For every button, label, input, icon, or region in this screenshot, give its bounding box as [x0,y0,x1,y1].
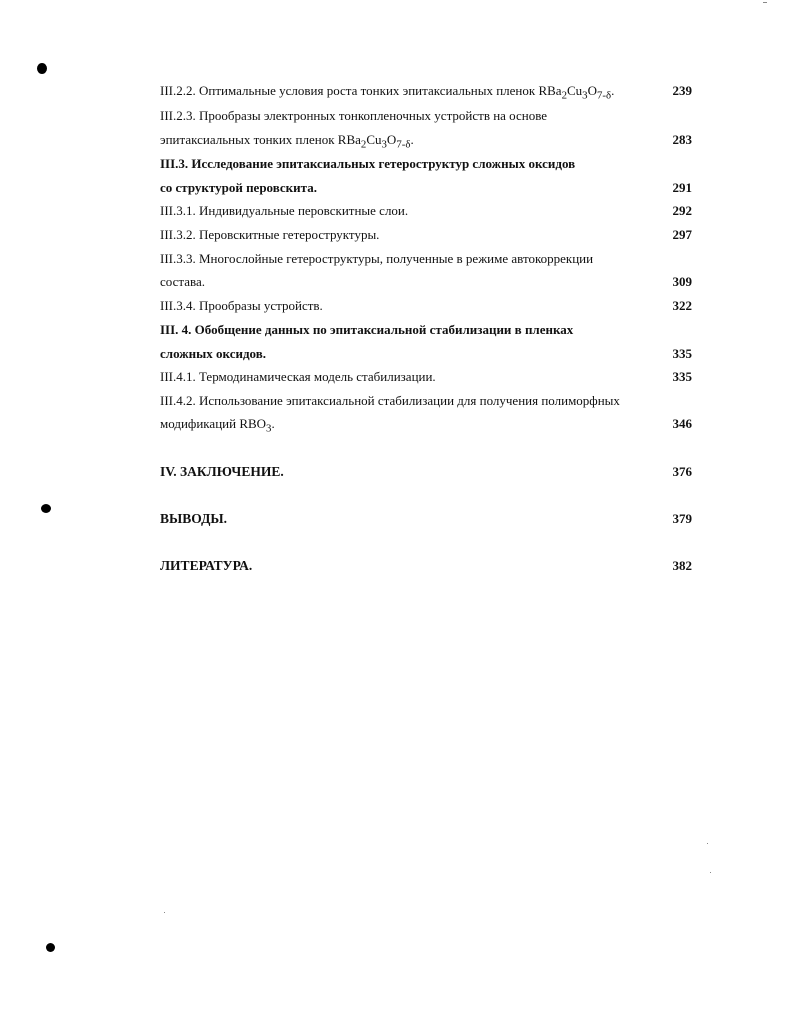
toc-chapter-heading: ВЫВОДЫ. [160,511,228,526]
toc-page-number: 322 [672,298,692,313]
toc-page-number: 379 [672,511,692,526]
toc-entry-text: III.4.2. Использование эпитаксиальной стабилизации для получения полиморфных [160,393,620,408]
toc-page-number: 239 [672,83,692,98]
toc-entry-text: модификаций $RBO_3$. [160,416,275,435]
scan-mark [41,504,51,513]
toc-section-heading: III.3. Исследование эпитаксиальных гетероструктур сложных оксидов [160,156,576,171]
toc-entry-text: эпитаксиальных тонких пленок $RBa_2Cu_3O_{7-\delta}$. [160,132,414,151]
toc-page-number: 309 [672,274,692,289]
toc-entry-text: состава. [160,274,205,289]
toc-entry-text: III.3.2. Перовскитные гетероструктуры. [160,227,380,242]
toc-page-number: 346 [672,416,692,431]
toc-entry-text: III.2.2. Оптимальные условия роста тонких эпитаксиальных пленок $RBa_2Cu_3O_{7-\delta}$. [160,83,615,102]
toc-entry-text: III.2.3. Прообразы электронных тонкопленочных устройств на основе [160,108,548,123]
toc-page-number: 335 [672,346,692,361]
toc-page-number: 283 [672,132,692,147]
scan-speck [164,912,165,913]
toc-entry-text: III.4.1. Термодинамическая модель стабилизации. [160,369,436,384]
toc-entry-text: III.3.3. Многослойные гетероструктуры, полученные в режиме автокоррекции [160,251,594,266]
toc-section-heading: III. 4. Обобщение данных по эпитаксиальной стабилизации в пленках [160,322,574,337]
toc-entry-text: III.3.1. Индивидуальные перовскитные слои. [160,203,409,218]
toc-section-heading: сложных оксидов. [160,346,267,361]
scan-mark [37,63,47,74]
scan-speck [710,872,711,873]
toc-entry-text: III.3.4. Прообразы устройств. [160,298,323,313]
toc-page-number: 292 [672,203,692,218]
toc-section-heading: со структурой перовскита. [160,180,317,195]
toc-page-number: 376 [672,464,692,479]
toc-chapter-heading: ЛИТЕРАТУРА. [160,558,253,573]
toc-page-number: 382 [672,558,692,573]
toc-page-number: 297 [672,227,692,242]
scan-speck [763,2,767,3]
toc-chapter-heading: IV. ЗАКЛЮЧЕНИЕ. [160,464,284,479]
scan-speck [707,843,708,844]
scan-mark [46,943,55,952]
toc-page-number: 335 [672,369,692,384]
toc-page-number: 291 [672,180,692,195]
